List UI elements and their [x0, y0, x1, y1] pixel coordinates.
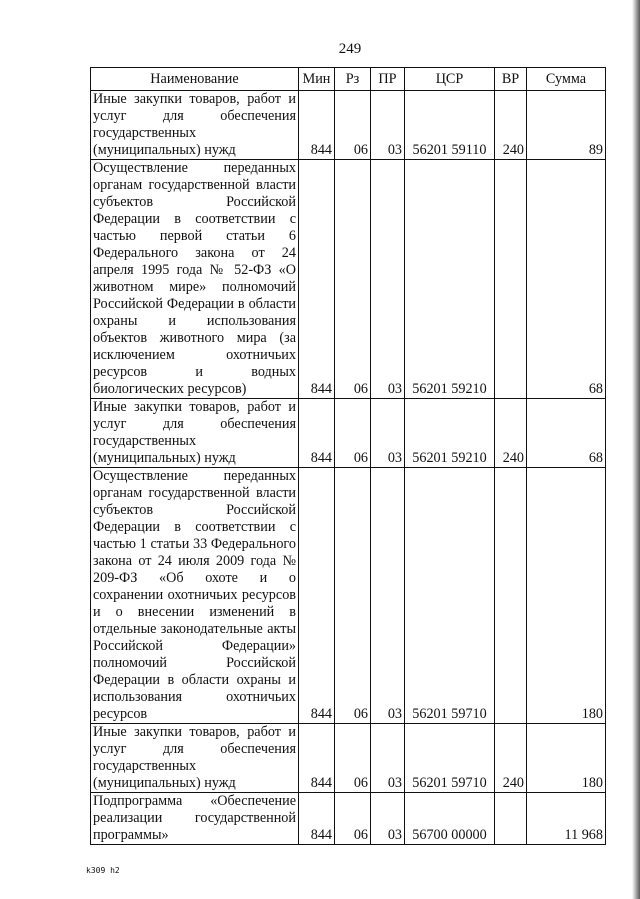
budget-table [90, 67, 606, 845]
row-pr: 03 [371, 793, 405, 845]
row-pr: 03 [371, 724, 405, 793]
footer-code: k309 h2 [86, 866, 120, 875]
row-csr: 56201 59110 [405, 91, 495, 160]
row-name: Иные закупки товаров, работ и услуг для обеспечения государственных (муниципальных) нужд [91, 399, 299, 468]
row-min: 844 [299, 399, 335, 468]
row-csr: 56201 59210 [405, 399, 495, 468]
header-name: Наименование [91, 68, 299, 91]
row-vr: 240 [495, 91, 527, 160]
table-row [91, 91, 606, 160]
row-rz: 06 [335, 399, 371, 468]
row-vr [495, 160, 527, 399]
table-header-row [91, 68, 606, 91]
row-rz: 06 [335, 793, 371, 845]
row-name: Иные закупки товаров, работ и услуг для обеспечения государственных (муниципальных) нужд [91, 724, 299, 793]
row-pr: 03 [371, 399, 405, 468]
row-min: 844 [299, 468, 335, 724]
row-vr [495, 468, 527, 724]
row-name: Осуществление переданных органам государственной власти субъектов Российской Федерации в соответствии с частью первой статьи 6 Федерального закона от 24 апреля 1995 года № 52-ФЗ «О животном мире» полномочий Российской Федерации в области охраны и использования объектов животного мира (за исключением охотничьих ресурсов и водных биологических ресурсов) [91, 160, 299, 399]
table-row [91, 468, 606, 724]
row-vr: 240 [495, 399, 527, 468]
row-csr: 56201 59710 [405, 724, 495, 793]
table-row [91, 724, 606, 793]
row-sum: 89 [527, 91, 606, 160]
row-vr: 240 [495, 724, 527, 793]
row-csr: 56201 59710 [405, 468, 495, 724]
header-rz: Рз [335, 68, 371, 91]
table-row [91, 160, 606, 399]
header-csr: ЦСР [405, 68, 495, 91]
row-vr [495, 793, 527, 845]
row-name: Осуществление переданных органам государственной власти субъектов Российской Федерации в соответствии с частью 1 статьи 33 Федерального закона от 24 июля 2009 года № 209-ФЗ «Об охоте и о сохранении охотничьих ресурсов и о внесении изменений в отдельные законодательные акты Российской Федерации» полномочий Российской Федерации в области охраны и использования охотничьих ресурсов [91, 468, 299, 724]
row-pr: 03 [371, 160, 405, 399]
row-sum: 68 [527, 160, 606, 399]
row-pr: 03 [371, 468, 405, 724]
row-sum: 11 968 [527, 793, 606, 845]
row-sum: 68 [527, 399, 606, 468]
row-rz: 06 [335, 91, 371, 160]
row-rz: 06 [335, 160, 371, 399]
table-row [91, 399, 606, 468]
scan-edge-shadow [632, 0, 640, 899]
row-name: Подпрограмма «Обеспечение реализации государственной программы» [91, 793, 299, 845]
row-pr: 03 [371, 91, 405, 160]
row-min: 844 [299, 793, 335, 845]
header-sum: Сумма [527, 68, 606, 91]
row-rz: 06 [335, 724, 371, 793]
header-min: Мин [299, 68, 335, 91]
row-csr: 56201 59210 [405, 160, 495, 399]
header-vr: ВР [495, 68, 527, 91]
table-row [91, 793, 606, 845]
row-min: 844 [299, 724, 335, 793]
header-pr: ПР [371, 68, 405, 91]
row-sum: 180 [527, 468, 606, 724]
row-min: 844 [299, 160, 335, 399]
row-min: 844 [299, 91, 335, 160]
row-sum: 180 [527, 724, 606, 793]
row-csr: 56700 00000 [405, 793, 495, 845]
row-name: Иные закупки товаров, работ и услуг для обеспечения государственных (муниципальных) нужд [91, 91, 299, 160]
page-number: 249 [338, 41, 362, 57]
row-rz: 06 [335, 468, 371, 724]
